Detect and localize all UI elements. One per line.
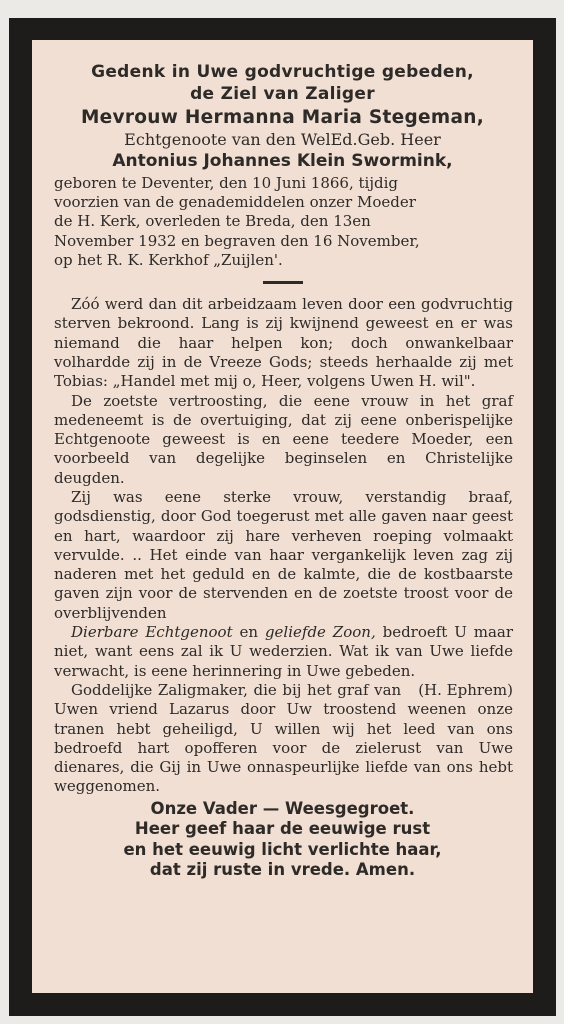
paragraph-1: Zóó werd dan dit arbeidzaam leven door een godvruchtig sterven bekroond. Lang is zij kwijnend geweest en er was niemand die haar helpen kon; doch onwankelbaar volhardde zij in de Vreeze Gods; steeds herhaalde zij met Tobias: „Handel met mij o, Heer, volgens Uwen H. wil". [54,295,513,391]
italic-son: geliefde Zoon, [264,623,376,642]
bio-line: geboren te Deventer, den 10 Juni 1866, tijdig [54,174,398,192]
conjunction: en [232,623,265,642]
paragraph-2: De zoetste vertroosting, die eene vrouw in het graf medeneemt is de overtuiging, dat zij eene onberispelijke Echtgenoote geweest is en eene teedere Moeder, een voorbeeld van degelijke beginselen en Christelijke deugden. [54,391,513,487]
header-line-2: de Ziel van Zaliger [190,84,375,104]
memorial-text [54,295,513,797]
spouse-name: Antonius Johannes Klein Swormink, [112,151,453,171]
divider-rule [263,281,303,284]
bio-line: voorzien van de genademiddelen onzer Moeder [54,193,416,212]
paragraph-4-text: bedroeft U maar niet, want eens zal ik U wederzien. Wat ik van Uwe liefde verwacht, is eene herinnering in Uwe gebeden. [54,623,514,680]
paragraph-3: Zij was eene sterke vrouw, verstandig braaf, godsdienstig, door God toegerust met alle gaven naar geest en hart, waardoor zij hare verheven roeping volmaakt vervulde. .. Het einde van haar vergankelijk leven zag zij naderen met het geduld en de kalmte, die de kostbaarste gaven zijn voor de stervenden en de zoetste troost voor de overblijvenden [54,487,513,622]
card-header [32,40,533,172]
bio-line: de H. Kerk, overleden te Breda, den 13en [54,212,371,231]
bio-line: op het R. K. Kerkhof „Zuijlen'. [54,250,283,269]
quote-attribution: (H. Ephrem) [418,680,513,699]
paragraph-4 [54,623,514,699]
bio-line: November 1932 en begraven den 16 November, [54,231,420,250]
biography [54,174,513,270]
header-line-1: Gedenk in Uwe godvruchtige gebeden, [91,62,474,82]
card-paper [32,40,533,993]
closing-line: Onze Vader — Weesgegroet. [150,798,415,818]
closing-line: dat zij ruste in vrede. Amen. [149,860,416,880]
closing-line: Heer geef haar de eeuwige rust [134,819,431,839]
spouse-label: Echtgenoote van den WelEd.Geb. Heer [124,130,441,149]
paragraph-5: Goddelijke Zaligmaker, die bij het graf van Uwen vriend Lazarus door Uw troostend weenen onze tranen hebt geheiligd, U willen wij het leed van ons bedroefd hart opofferen voor de zielerust van Uwe dienares, die Gij in Uwe onnaspeurlijke liefde van ons hebt weggenomen. [54,680,513,796]
closing-prayer [32,799,533,881]
deceased-name: Mevrouw Hermanna Maria Stegeman, [80,107,485,128]
italic-spouse: Dierbare Echtgenoot [71,623,233,642]
memorial-card [9,18,556,1016]
closing-line: en het eeuwig licht verlichte haar, [123,839,442,859]
